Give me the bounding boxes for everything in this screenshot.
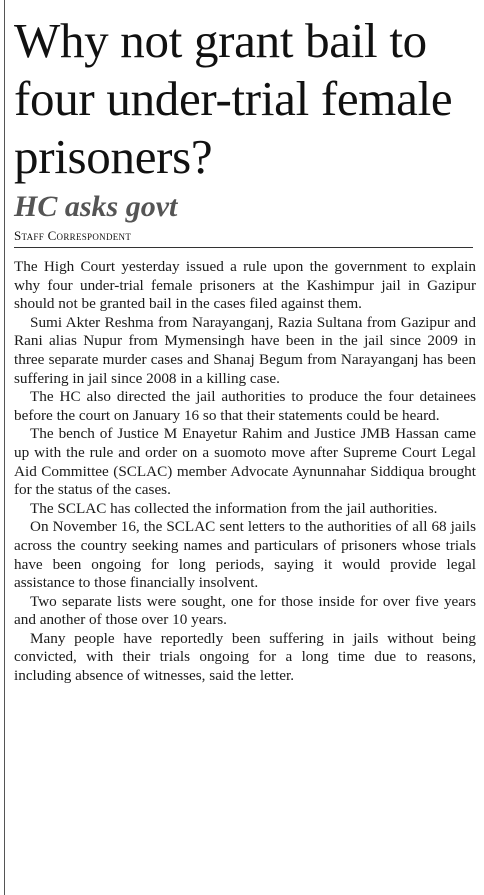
paragraph-7: Two separate lists were sought, one for those inside for over five years and another of those over 10 years. [14, 592, 476, 629]
column-rule [4, 0, 5, 895]
news-article [14, 0, 476, 686]
paragraph-8: Many people have reportedly been suffering in jails without being convicted, with their trials ongoing for a long time due to reasons, including absence of witnesses, said the letter. [14, 629, 476, 685]
article-body [14, 258, 476, 686]
paragraph-1: The High Court yesterday issued a rule upon the government to explain why four under-trial female prisoners at the Kashimpur jail in Gazipur should not be granted bail in the cases filed against them. [14, 258, 476, 313]
subhead: HC asks govt [14, 190, 178, 223]
paragraph-5: The SCLAC has collected the information from the jail authorities. [30, 499, 438, 517]
byline: Staff Correspondent [14, 228, 473, 248]
paragraph-2: Sumi Akter Reshma from Narayanganj, Razia Sultana from Gazipur and Rani alias Nupur from Mymensingh have been in the jail since 2009 in three separate murder cases and Shanaj Begum from Narayanganj has been suffering in jail since 2008 in a killing case. [14, 313, 476, 387]
paragraph-6: On November 16, the SCLAC sent letters to the authorities of all 68 jails across the country seeking names and particulars of prisoners whose trials have been ongoing for long periods, saying it would provide legal assistance to those financially insolvent. [14, 518, 476, 592]
headline: Why not grant bail to four under-trial female prisoners? [14, 13, 453, 184]
paragraph-3: The HC also directed the jail authorities to produce the four detainees before the court on January 16 so that their statements could be heard. [14, 388, 476, 424]
paragraph-4: The bench of Justice M Enayetur Rahim and Justice JMB Hassan came up with the rule and order on a suomoto move after Supreme Court Legal Aid Committee (SCLAC) member Advocate Aynunnahar Siddiqua brought for the status of the cases. [14, 425, 476, 499]
